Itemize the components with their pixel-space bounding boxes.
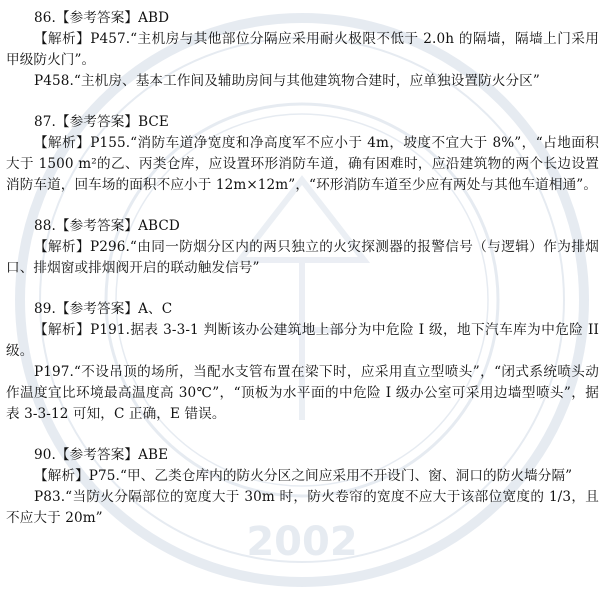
answer-heading: 87.【参考答案】BCE bbox=[34, 114, 169, 130]
answer-item-88 bbox=[6, 216, 599, 279]
analysis-paragraph: P83.“当防火分隔部位的宽度大于 30m 时，防火卷帘的宽度不应大于该部位宽度的 1/3，且不应大于 20m” bbox=[6, 489, 599, 526]
analysis-paragraph: 【解析】P75.“甲、乙类仓库内的防火分区之间应采用不开设门、窗、洞口的防火墙分隔” bbox=[34, 468, 573, 484]
analysis-paragraph: 【解析】P457.“主机房与其他部位分隔应采用耐火极限不低于 2.0h 的隔墙，隔墙上门采用甲级防火门”。 bbox=[6, 31, 599, 68]
answer-item-87 bbox=[6, 112, 599, 196]
analysis-paragraph: 【解析】P155.“消防车道净宽度和净高度军不应小于 4m，坡度不宜大于 8%”，“占地面积大于 1500 m²的乙、丙类仓库，应设置环形消防车道，确有困难时，应沿建筑物的两个长边设置消防车道，回车场的面积不应小于 12m×12m”，“环形消防车道至少应有两处与其他车道相通”。 bbox=[6, 135, 599, 193]
watermark-year: 2002 bbox=[246, 519, 358, 565]
answer-item-90 bbox=[6, 445, 599, 529]
analysis-paragraph: P197.“不设吊顶的场所，当配水支管布置在梁下时，应采用直立型喷头”，“闭式系统喷头动作温度宜比环境最高温度高 30℃”，“顶板为水平面的中危险 I 级办公室可采用边墙型喷头”，据表 3-3-12 可知，C 正确，E 错误。 bbox=[6, 364, 599, 422]
answer-heading: 90.【参考答案】ABE bbox=[34, 447, 169, 463]
analysis-paragraph: 【解析】P191.据表 3-3-1 判断该办公建筑地上部分为中危险 I 级，地下汽车库为中危险 II 级。 bbox=[6, 322, 599, 359]
answer-heading: 86.【参考答案】ABD bbox=[34, 10, 170, 26]
analysis-paragraph: 【解析】P296.“由同一防烟分区内的两只独立的火灾探测器的报警信号（与逻辑）作为排烟口、排烟窗或排烟阀开启的联动触发信号” bbox=[6, 239, 599, 276]
answer-item-89 bbox=[6, 299, 599, 425]
answer-heading: 89.【参考答案】A、C bbox=[34, 301, 173, 317]
answer-heading: 88.【参考答案】ABCD bbox=[34, 218, 180, 234]
analysis-paragraph: P458.“主机房、基本工作间及辅助房间与其他建筑物合建时，应单独设置防火分区” bbox=[34, 73, 540, 89]
answer-item-86 bbox=[6, 8, 599, 92]
